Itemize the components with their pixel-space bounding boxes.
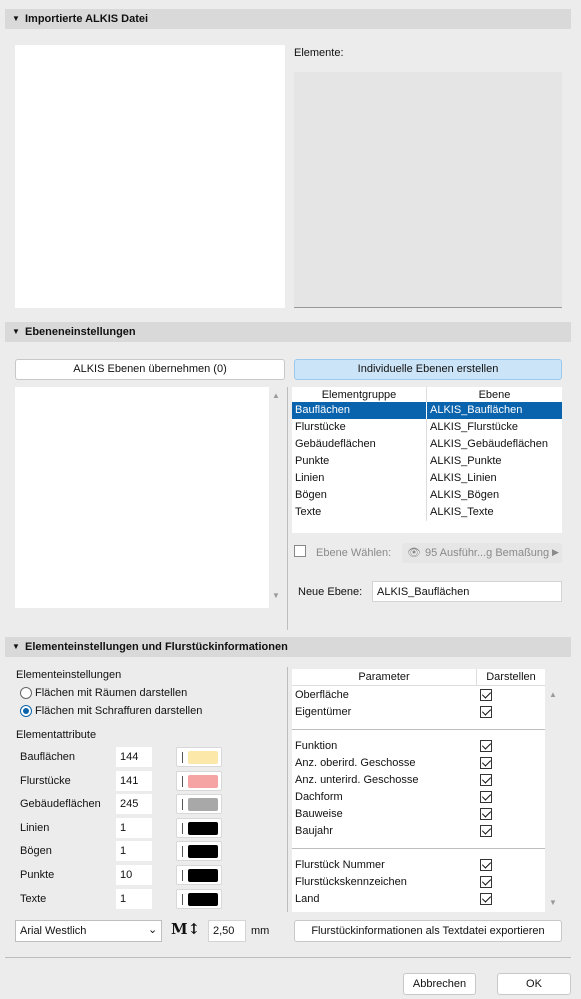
dropdown-value: 95 Ausführ...g Bemaßung — [425, 547, 550, 559]
color-picker[interactable] — [176, 818, 222, 838]
darstellen-checkbox[interactable] — [480, 774, 492, 786]
pen-divider — [182, 846, 183, 857]
color-swatch — [188, 775, 218, 788]
attribute-label: Gebäudeflächen — [20, 798, 101, 810]
attribute-label: Bauflächen — [20, 751, 76, 763]
parameter-row[interactable] — [292, 772, 545, 789]
color-picker[interactable] — [176, 841, 222, 861]
darstellen-checkbox[interactable] — [480, 706, 492, 718]
text-size-icon: M↕ — [171, 920, 201, 938]
table-row[interactable] — [292, 470, 562, 487]
color-swatch — [188, 798, 218, 811]
scroll-down-icon[interactable]: ▼ — [272, 591, 280, 600]
table-row[interactable] — [292, 402, 562, 419]
cell-layer: ALKIS_Bauflächen — [430, 404, 523, 416]
attribute-label: Punkte — [20, 869, 55, 881]
attribute-label: Linien — [20, 822, 50, 834]
cell-layer: ALKIS_Punkte — [430, 455, 502, 467]
neue-ebene-input[interactable]: ALKIS_Bauflächen — [372, 581, 562, 602]
chevron-right-icon: ▶ — [552, 547, 559, 557]
collapse-triangle-icon[interactable]: ▼ — [12, 642, 20, 651]
header-elementgruppe[interactable]: Elementgruppe — [292, 387, 427, 404]
settings-heading: Elementeinstellungen — [16, 669, 122, 681]
cell-group: Punkte — [292, 453, 427, 470]
table-header-row — [292, 669, 545, 686]
attribute-value-input[interactable]: 245 — [116, 794, 152, 814]
section-title: Ebeneneinstellungen — [25, 326, 136, 338]
individual-layers-button[interactable]: Individuelle Ebenen erstellen — [294, 359, 562, 380]
font-value: Arial Westlich — [20, 925, 87, 937]
attribute-value-input[interactable]: 144 — [116, 747, 152, 767]
section-header-import[interactable] — [5, 9, 571, 29]
text-size-input[interactable]: 2,50 — [208, 920, 246, 942]
header-parameter[interactable]: Parameter — [292, 669, 477, 686]
parameter-label: Flurstück Nummer — [295, 859, 385, 871]
pen-divider — [182, 870, 183, 881]
ok-button[interactable]: OK — [497, 973, 571, 995]
group-separator — [292, 848, 545, 849]
attribute-label: Flurstücke — [20, 775, 71, 787]
parameter-label: Baujahr — [295, 825, 333, 837]
parameter-label: Bauweise — [295, 808, 343, 820]
darstellen-checkbox[interactable] — [480, 893, 492, 905]
color-swatch — [188, 869, 218, 882]
color-swatch — [188, 893, 218, 906]
parameter-label: Oberfläche — [295, 689, 349, 701]
parameter-table[interactable] — [292, 669, 545, 912]
table-row[interactable] — [292, 453, 562, 470]
darstellen-checkbox[interactable] — [480, 689, 492, 701]
parameter-row[interactable] — [292, 755, 545, 772]
export-textfile-button[interactable]: Flurstückinformationen als Textdatei exportieren — [294, 920, 562, 942]
darstellen-checkbox[interactable] — [480, 740, 492, 752]
divider — [287, 667, 288, 912]
parameter-label: Eigentümer — [295, 706, 352, 718]
parameter-row[interactable] — [292, 687, 545, 704]
radio-raeume[interactable] — [20, 687, 32, 699]
table-row[interactable] — [292, 419, 562, 436]
ebene-waehlen-checkbox[interactable] — [294, 545, 306, 557]
group-separator — [292, 729, 545, 730]
scroll-up-icon[interactable]: ▲ — [549, 690, 557, 699]
ebene-waehlen-label: Ebene Wählen: — [316, 547, 392, 559]
footer-divider — [5, 957, 571, 958]
attribute-value-input[interactable]: 1 — [116, 818, 152, 838]
color-swatch — [188, 845, 218, 858]
cell-layer: ALKIS_Gebäudeflächen — [430, 438, 549, 450]
attributes-heading: Elementattribute — [16, 729, 97, 741]
cell-group: Flurstücke — [292, 419, 427, 436]
font-dropdown[interactable] — [15, 920, 162, 942]
table-row[interactable] — [292, 504, 562, 521]
color-picker[interactable] — [176, 794, 222, 814]
radio-schraffuren[interactable] — [20, 705, 32, 717]
table-row[interactable] — [292, 487, 562, 504]
parameter-row[interactable] — [292, 704, 545, 721]
color-swatch — [188, 822, 218, 835]
cell-group: Bögen — [292, 487, 427, 504]
parameter-label: Dachform — [295, 791, 343, 803]
ebene-waehlen-dropdown[interactable] — [402, 543, 562, 563]
elements-list[interactable] — [294, 72, 562, 308]
elements-label: Elemente: — [294, 47, 344, 59]
section-title: Importierte ALKIS Datei — [25, 13, 149, 25]
attribute-label: Texte — [20, 893, 47, 905]
color-picker[interactable] — [176, 889, 222, 909]
section-header-layers[interactable] — [5, 322, 571, 342]
chevron-down-icon: ⌄ — [148, 924, 158, 936]
preview-area — [15, 45, 285, 308]
parameter-row[interactable] — [292, 806, 545, 823]
pen-divider — [182, 752, 183, 763]
cell-layer: ALKIS_Linien — [430, 472, 497, 484]
pen-divider — [182, 823, 183, 834]
color-swatch — [188, 751, 218, 764]
radio-raeume-label[interactable]: Flächen mit Räumen darstellen — [35, 687, 188, 699]
parameter-label: Funktion — [295, 740, 338, 752]
cell-layer: ALKIS_Bögen — [430, 489, 500, 501]
scroll-down-icon[interactable]: ▼ — [549, 898, 557, 907]
alkis-layers-button[interactable]: ALKIS Ebenen übernehmen (0) — [15, 359, 285, 380]
darstellen-checkbox[interactable] — [480, 876, 492, 888]
section-title: Elementeinstellungen und Flurstückinformationen — [25, 641, 288, 653]
parameter-row[interactable] — [292, 738, 545, 755]
parameter-label: Land — [295, 893, 320, 905]
divider — [287, 387, 288, 630]
neue-ebene-label: Neue Ebene: — [298, 586, 363, 598]
color-picker[interactable] — [176, 865, 222, 885]
attribute-value-input[interactable]: 10 — [116, 865, 152, 885]
parameter-row[interactable] — [292, 823, 545, 840]
attribute-value-input[interactable]: 1 — [116, 841, 152, 861]
attribute-value-input[interactable]: 141 — [116, 771, 152, 791]
layer-list-left[interactable] — [15, 387, 269, 608]
darstellen-checkbox[interactable] — [480, 859, 492, 871]
header-darstellen[interactable]: Darstellen — [486, 671, 536, 683]
parameter-label: Flurstückskennzeichen — [295, 876, 407, 888]
radio-schraffuren-label[interactable]: Flächen mit Schraffuren darstellen — [35, 705, 203, 717]
darstellen-checkbox[interactable] — [480, 757, 492, 769]
darstellen-checkbox[interactable] — [480, 791, 492, 803]
cell-group: Bauflächen — [292, 402, 427, 419]
cell-group: Gebäudeflächen — [292, 436, 427, 453]
parameter-row[interactable] — [292, 857, 545, 874]
layer-table[interactable] — [292, 387, 562, 533]
parameter-row[interactable] — [292, 789, 545, 806]
attribute-label: Bögen — [20, 845, 52, 857]
attribute-value-input[interactable]: 1 — [116, 889, 152, 909]
eye-icon: 👁 — [407, 547, 421, 559]
collapse-triangle-icon[interactable]: ▼ — [12, 327, 20, 336]
parameter-row[interactable] — [292, 874, 545, 891]
pen-divider — [182, 776, 183, 787]
pen-divider — [182, 894, 183, 905]
parameter-label: Anz. unterird. Geschosse — [295, 774, 419, 786]
cancel-button[interactable]: Abbrechen — [403, 973, 476, 995]
color-picker[interactable] — [176, 771, 222, 791]
table-row[interactable] — [292, 436, 562, 453]
header-ebene[interactable]: Ebene — [478, 389, 511, 401]
collapse-triangle-icon[interactable]: ▼ — [12, 14, 20, 23]
darstellen-checkbox[interactable] — [480, 825, 492, 837]
cell-group: Linien — [292, 470, 427, 487]
cell-layer: ALKIS_Flurstücke — [430, 421, 519, 433]
section-header-settings[interactable] — [5, 637, 571, 657]
cell-group: Texte — [292, 504, 427, 521]
color-picker[interactable] — [176, 747, 222, 767]
pen-divider — [182, 799, 183, 810]
cell-layer: ALKIS_Texte — [430, 506, 494, 518]
scroll-up-icon[interactable]: ▲ — [272, 391, 280, 400]
darstellen-checkbox[interactable] — [480, 808, 492, 820]
parameter-label: Anz. oberird. Geschosse — [295, 757, 416, 769]
parameter-row[interactable] — [292, 891, 545, 908]
size-unit: mm — [251, 925, 270, 937]
